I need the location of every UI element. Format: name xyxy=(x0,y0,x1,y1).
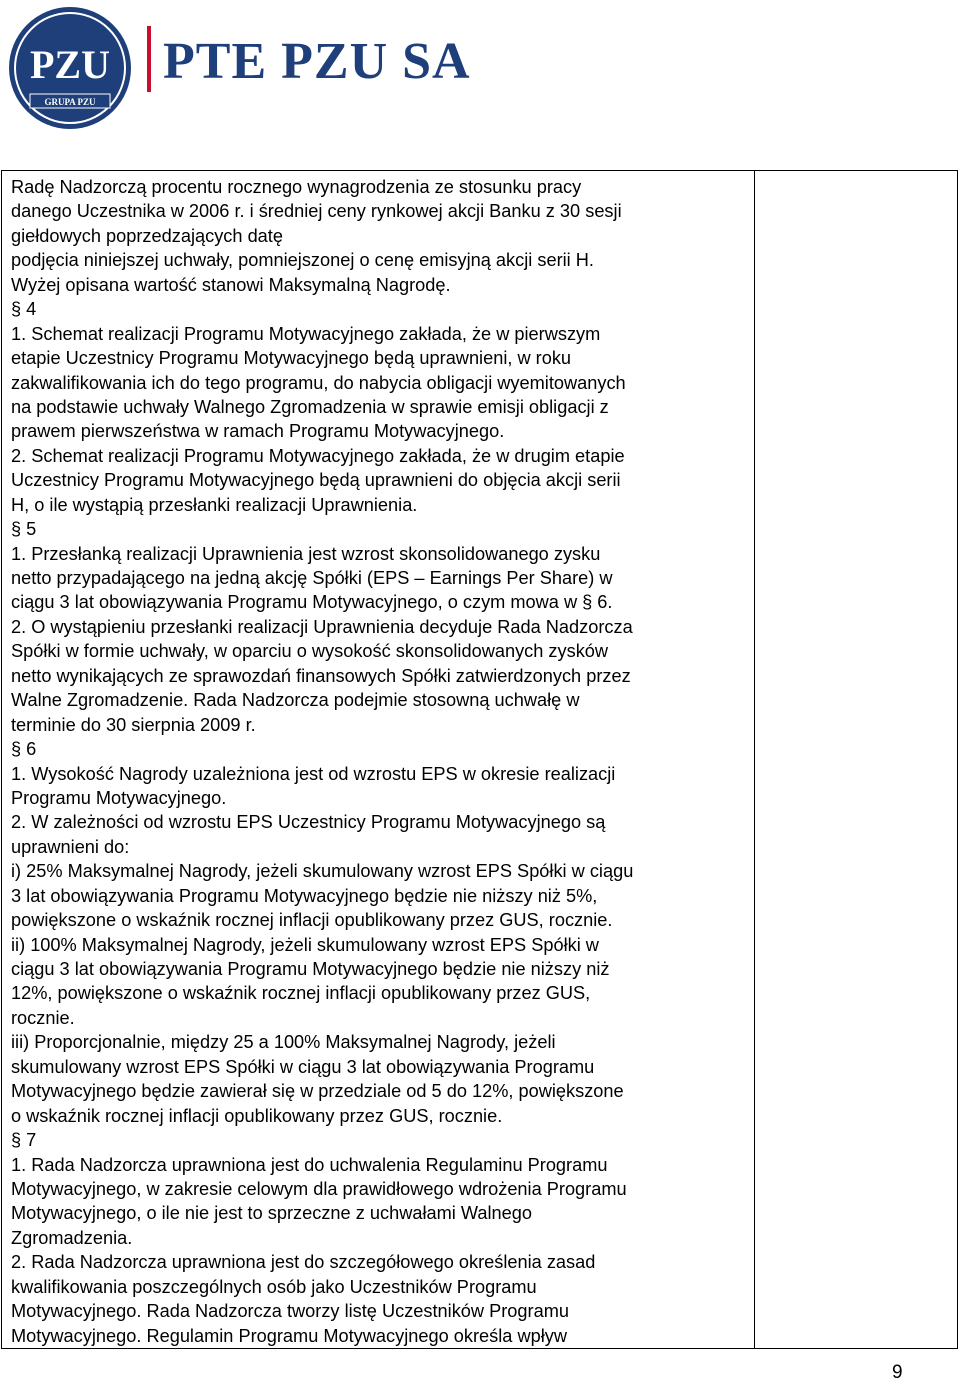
page-header xyxy=(0,0,960,140)
text-cell xyxy=(2,171,755,1349)
text-line: Programu Motywacyjnego. xyxy=(11,787,227,808)
text-line: powiększone o wskaźnik rocznej inflacji opublikowany przez GUS, rocznie. xyxy=(11,910,613,931)
logo-subtext: GRUPA PZU xyxy=(44,97,96,107)
text-line: 2. W zależności od wzrostu EPS Uczestnicy Programu Motywacyjnego są xyxy=(11,812,606,833)
text-line: ciągu 3 lat obowiązywania Programu Motywacyjnego będzie nie niższy niż xyxy=(11,959,610,979)
text-line: § 5 xyxy=(11,519,37,540)
text-line: Motywacyjnego. Regulamin Programu Motywacyjnego określa wpływ xyxy=(11,1325,567,1346)
text-line: Motywacyjnego będzie zawierał się w przedziale od 5 do 12%, powiększone xyxy=(11,1081,624,1102)
header-divider xyxy=(147,26,151,92)
text-line: ciągu 3 lat obowiązywania Programu Motywacyjnego, o czym mowa w § 6. xyxy=(11,592,613,613)
text-line: 12%, powiększone o wskaźnik rocznej inflacji opublikowany przez GUS, xyxy=(11,983,591,1004)
document-text xyxy=(2,171,754,1348)
text-line: 1. Wysokość Nagrody uzależniona jest od wzrostu EPS w okresie realizacji xyxy=(11,763,616,784)
text-line: § 6 xyxy=(11,739,37,760)
company-name: PTE PZU SA xyxy=(163,33,471,90)
text-line: rocznie. xyxy=(11,1007,75,1028)
text-line: Spółki w formie uchwały, w oparciu o wysokość skonsolidowanych zysków xyxy=(11,641,609,662)
text-line: H, o ile wystąpią przesłanki realizacji Uprawnienia. xyxy=(11,494,418,515)
text-line: etapie Uczestnicy Programu Motywacyjnego będą uprawnieni, w roku xyxy=(11,348,572,369)
text-line: Uczestnicy Programu Motywacyjnego będą uprawnieni do objęcia akcji serii xyxy=(11,470,621,491)
text-line: 2. Schemat realizacji Programu Motywacyjnego zakłada, że w drugim etapie xyxy=(11,445,625,466)
text-line: zakwalifikowania ich do tego programu, do nabycia obligacji wyemitowanych xyxy=(11,372,626,393)
text-line: § 7 xyxy=(11,1130,37,1151)
text-line: skumulowany wzrost EPS Spółki w ciągu 3 lat obowiązywania Programu xyxy=(11,1056,595,1077)
text-line: netto wynikających ze sprawozdań finansowych Spółki zatwierdzonych przez xyxy=(11,665,631,686)
text-line: § 4 xyxy=(11,299,37,320)
page-number: 9 xyxy=(892,1362,903,1383)
text-line: 1. Rada Nadzorcza uprawniona jest do uchwalenia Regulaminu Programu xyxy=(11,1154,608,1175)
text-line: kwalifikowania poszczególnych osób jako Uczestników Programu xyxy=(11,1276,537,1297)
text-line: na podstawie uchwały Walnego Zgromadzenia w sprawie emisji obligacji z xyxy=(11,396,609,417)
text-line: 2. Rada Nadzorcza uprawniona jest do szczegółowego określenia zasad xyxy=(11,1252,596,1273)
pzu-logo xyxy=(4,4,136,132)
text-line: 3 lat obowiązywania Programu Motywacyjnego będzie nie niższy niż 5%, xyxy=(11,885,598,906)
text-line: 2. O wystąpieniu przesłanki realizacji Uprawnienia decyduje Rada Nadzorcza xyxy=(11,616,633,637)
text-line: Motywacyjnego. Rada Nadzorcza tworzy listę Uczestników Programu xyxy=(11,1301,569,1322)
text-line: Zgromadzenia. xyxy=(11,1227,133,1248)
text-line: terminie do 30 sierpnia 2009 r. xyxy=(11,714,256,735)
text-line: Motywacyjnego, o ile nie jest to sprzeczne z uchwałami Walnego xyxy=(11,1203,532,1224)
text-line: netto przypadającego na jedną akcję Spółki (EPS – Earnings Per Share) w xyxy=(11,568,613,588)
text-line: Walne Zgromadzenie. Rada Nadzorcza podejmie stosowną uchwałę w xyxy=(11,690,580,711)
content-table xyxy=(1,170,958,1349)
text-line: 1. Przesłanką realizacji Uprawnienia jest wzrost skonsolidowanego zysku xyxy=(11,543,601,564)
text-line: prawem pierwszeństwa w ramach Programu Motywacyjnego. xyxy=(11,421,505,442)
text-line: o wskaźnik rocznej inflacji opublikowany przez GUS, rocznie. xyxy=(11,1105,503,1126)
text-line: Wyżej opisana wartość stanowi Maksymalną Nagrodę. xyxy=(11,274,451,295)
text-line: uprawnieni do: xyxy=(11,836,130,857)
text-line: podjęcia niniejszej uchwały, pomniejszonej o cenę emisyjną akcji serii H. xyxy=(11,250,594,271)
text-line: iii) Proporcjonalnie, między 25 a 100% Maksymalnej Nagrody, jeżeli xyxy=(11,1032,556,1053)
text-line: giełdowych poprzedzających datę xyxy=(11,225,283,246)
empty-cell xyxy=(755,171,958,1349)
logo-text: PZU xyxy=(30,42,110,87)
text-line: Radę Nadzorczą procentu rocznego wynagrodzenia ze stosunku pracy xyxy=(11,177,582,197)
text-line: 1. Schemat realizacji Programu Motywacyjnego zakłada, że w pierwszym xyxy=(11,323,601,344)
text-line: Motywacyjnego, w zakresie celowym dla prawidłowego wdrożenia Programu xyxy=(11,1178,627,1199)
text-line: danego Uczestnika w 2006 r. i średniej ceny rynkowej akcji Banku z 30 sesji xyxy=(11,201,622,222)
text-line: ii) 100% Maksymalnej Nagrody, jeżeli skumulowany wzrost EPS Spółki w xyxy=(11,934,599,955)
text-line: i) 25% Maksymalnej Nagrody, jeżeli skumulowany wzrost EPS Spółki w ciągu xyxy=(11,861,634,882)
table-row xyxy=(2,171,958,1349)
